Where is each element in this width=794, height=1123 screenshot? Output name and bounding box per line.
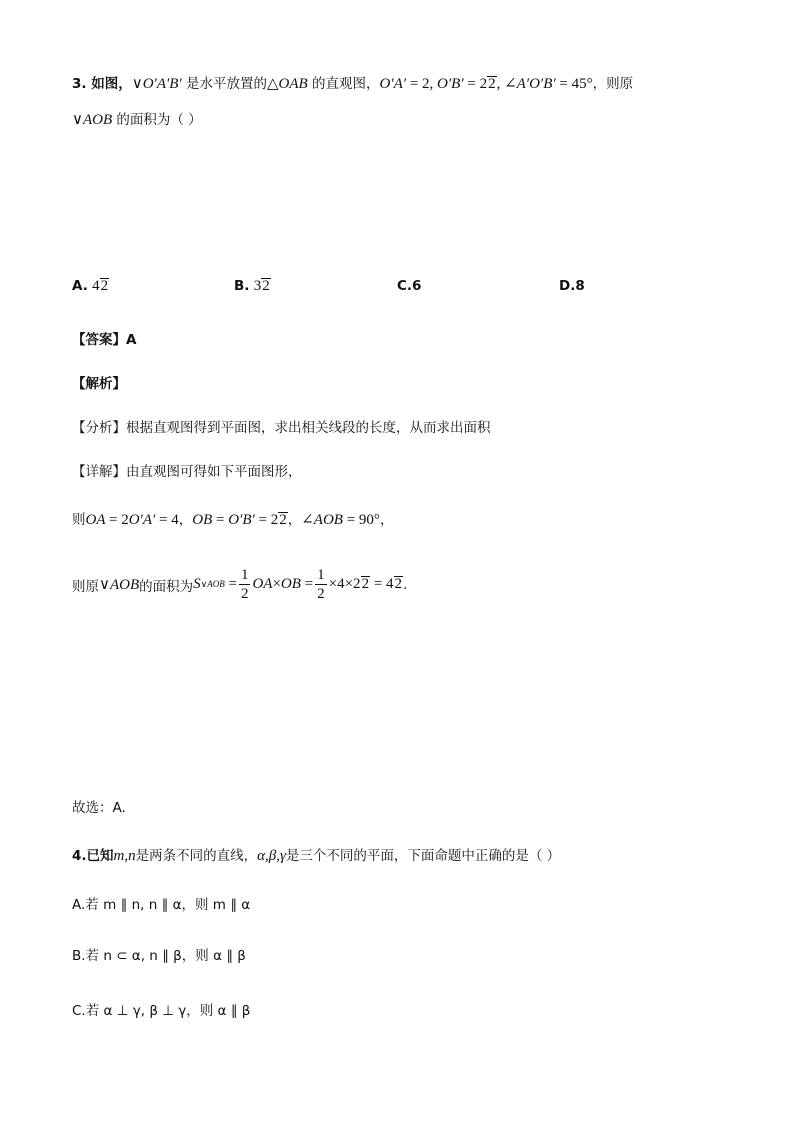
step2: 则原 ∨AOB 的面积为 S ∨AOB = $\frac{1}{2}$ OA × OB = $\frac{1}{2}$ ×4×2 2 = 4 2 . — [72, 567, 408, 602]
option-a-value: 42 — [92, 278, 109, 294]
choose: 故选：A. — [72, 800, 126, 816]
q3-text-b: 的直观图， — [307, 76, 380, 92]
step2-triangle: ∨AOB — [99, 577, 140, 593]
q3-text-a: 是水平放置的 — [181, 76, 268, 92]
q3-text-c: ，则原 — [592, 76, 634, 92]
q4-stem: 4.已知m,n是两条不同的直线，α,β,γ是三个不同的平面，下面命题中正确的是（ ） — [72, 848, 561, 864]
q4-option-a[interactable]: A.若 m ∥ n, n ∥ α，则 m ∥ α — [72, 897, 251, 913]
step1-eq2: OB = O′B′ = 22 — [192, 512, 287, 528]
answer: 【答案】A — [72, 332, 137, 348]
q3-number: 3. 如图， — [72, 76, 132, 92]
q3-conditions: O′A′ = 2, O′B′ = 22, ∠A′O′B′ = 45° — [379, 76, 593, 92]
option-b-value: 32 — [253, 278, 270, 294]
fenxi: 【分析】根据直观图得到平面图，求出相关线段的长度，从而求出面积 — [72, 420, 491, 436]
q4-option-c[interactable]: C.若 α ⊥ γ, β ⊥ γ，则 α ∥ β — [72, 1003, 251, 1019]
option-a[interactable]: A. 42 — [72, 278, 109, 294]
jiexi-heading: 【解析】 — [72, 376, 126, 392]
area-formula: S ∨AOB = $\frac{1}{2}$ OA × OB = $\frac{1}{2}$ ×4×2 2 = 4 2 — [193, 567, 403, 602]
option-d[interactable]: D.8 — [559, 278, 585, 294]
q4-abg: α,β,γ — [257, 848, 286, 864]
q3-proj-triangle: ∨O′A′B′ — [131, 76, 182, 92]
step1-eq3: ∠AOB = 90° — [301, 512, 380, 528]
q3-line2-text: 的面积为（ ） — [112, 112, 202, 128]
option-b[interactable]: B. 32 — [234, 278, 270, 294]
q4-mn: m,n — [113, 848, 136, 864]
step1-eq1: OA = 2O′A′ = 4 — [85, 512, 179, 528]
step1: 则OA = 2O′A′ = 4，OB = O′B′ = 22，∠AOB = 90°， — [72, 512, 394, 528]
option-c[interactable]: C.6 — [397, 278, 422, 294]
q3-line1 — [72, 72, 633, 93]
q3-triangle: △OAB — [267, 76, 308, 92]
xiangjie: 【详解】由直观图可得如下平面图形， — [72, 464, 302, 480]
q3-line2-triangle: ∨AOB — [72, 112, 113, 128]
q4-option-b[interactable]: B.若 n ⊂ α, n ∥ β，则 α ∥ β — [72, 948, 246, 964]
q3-line2 — [72, 108, 202, 129]
